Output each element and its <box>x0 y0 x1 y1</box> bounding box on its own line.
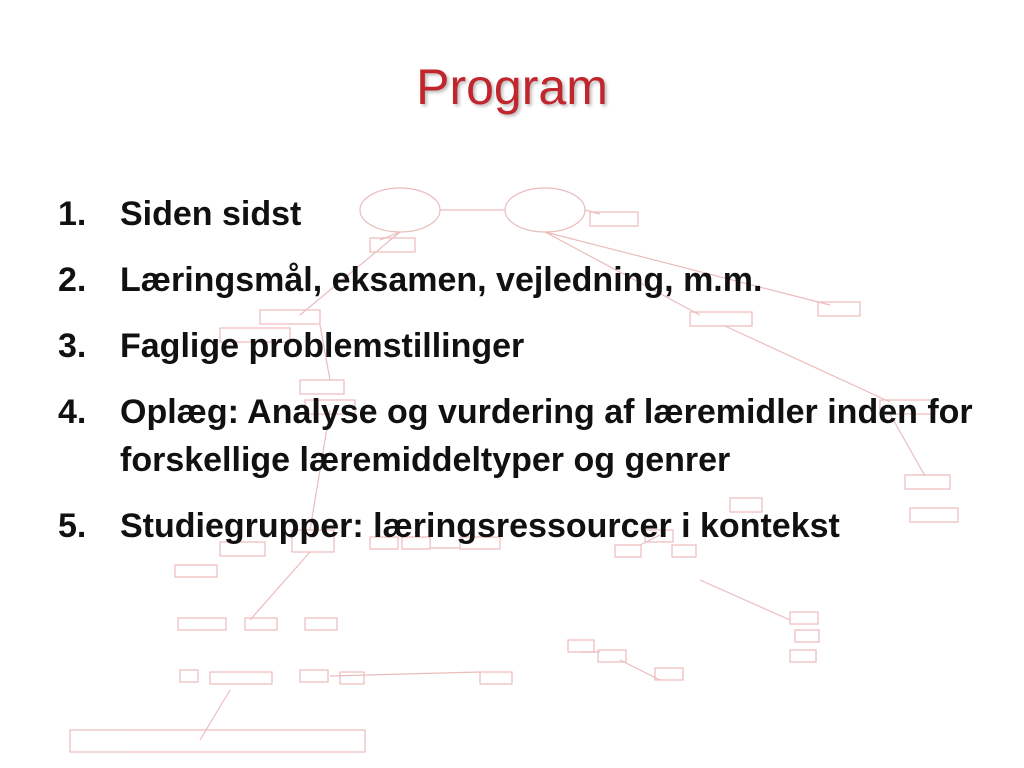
agenda-item-1 <box>58 190 978 238</box>
agenda-list <box>58 190 978 550</box>
agenda-item-text: Oplæg: Analyse og vurdering af læremidler inden for forskellige læremiddeltyper og genrer <box>120 393 973 479</box>
agenda-item-text: Læringsmål, eksamen, vejledning, m.m. <box>120 261 763 299</box>
agenda-item-number: 3. <box>58 327 87 365</box>
agenda-item-text: Studiegrupper: læringsressourcer i kontekst <box>120 507 840 545</box>
agenda-item-text: Faglige problemstillinger <box>120 327 525 365</box>
agenda-item-number: 4. <box>58 393 87 431</box>
agenda-item-number: 1. <box>58 195 87 233</box>
agenda-item-3 <box>58 322 978 370</box>
agenda-item-2 <box>58 256 978 304</box>
agenda-item-4 <box>58 388 978 484</box>
agenda-item-5 <box>58 502 978 550</box>
agenda-item-number: 5. <box>58 507 87 545</box>
agenda-item-number: 2. <box>58 261 87 299</box>
agenda-item-text: Siden sidst <box>120 195 302 233</box>
slide-title: Program <box>416 59 608 115</box>
